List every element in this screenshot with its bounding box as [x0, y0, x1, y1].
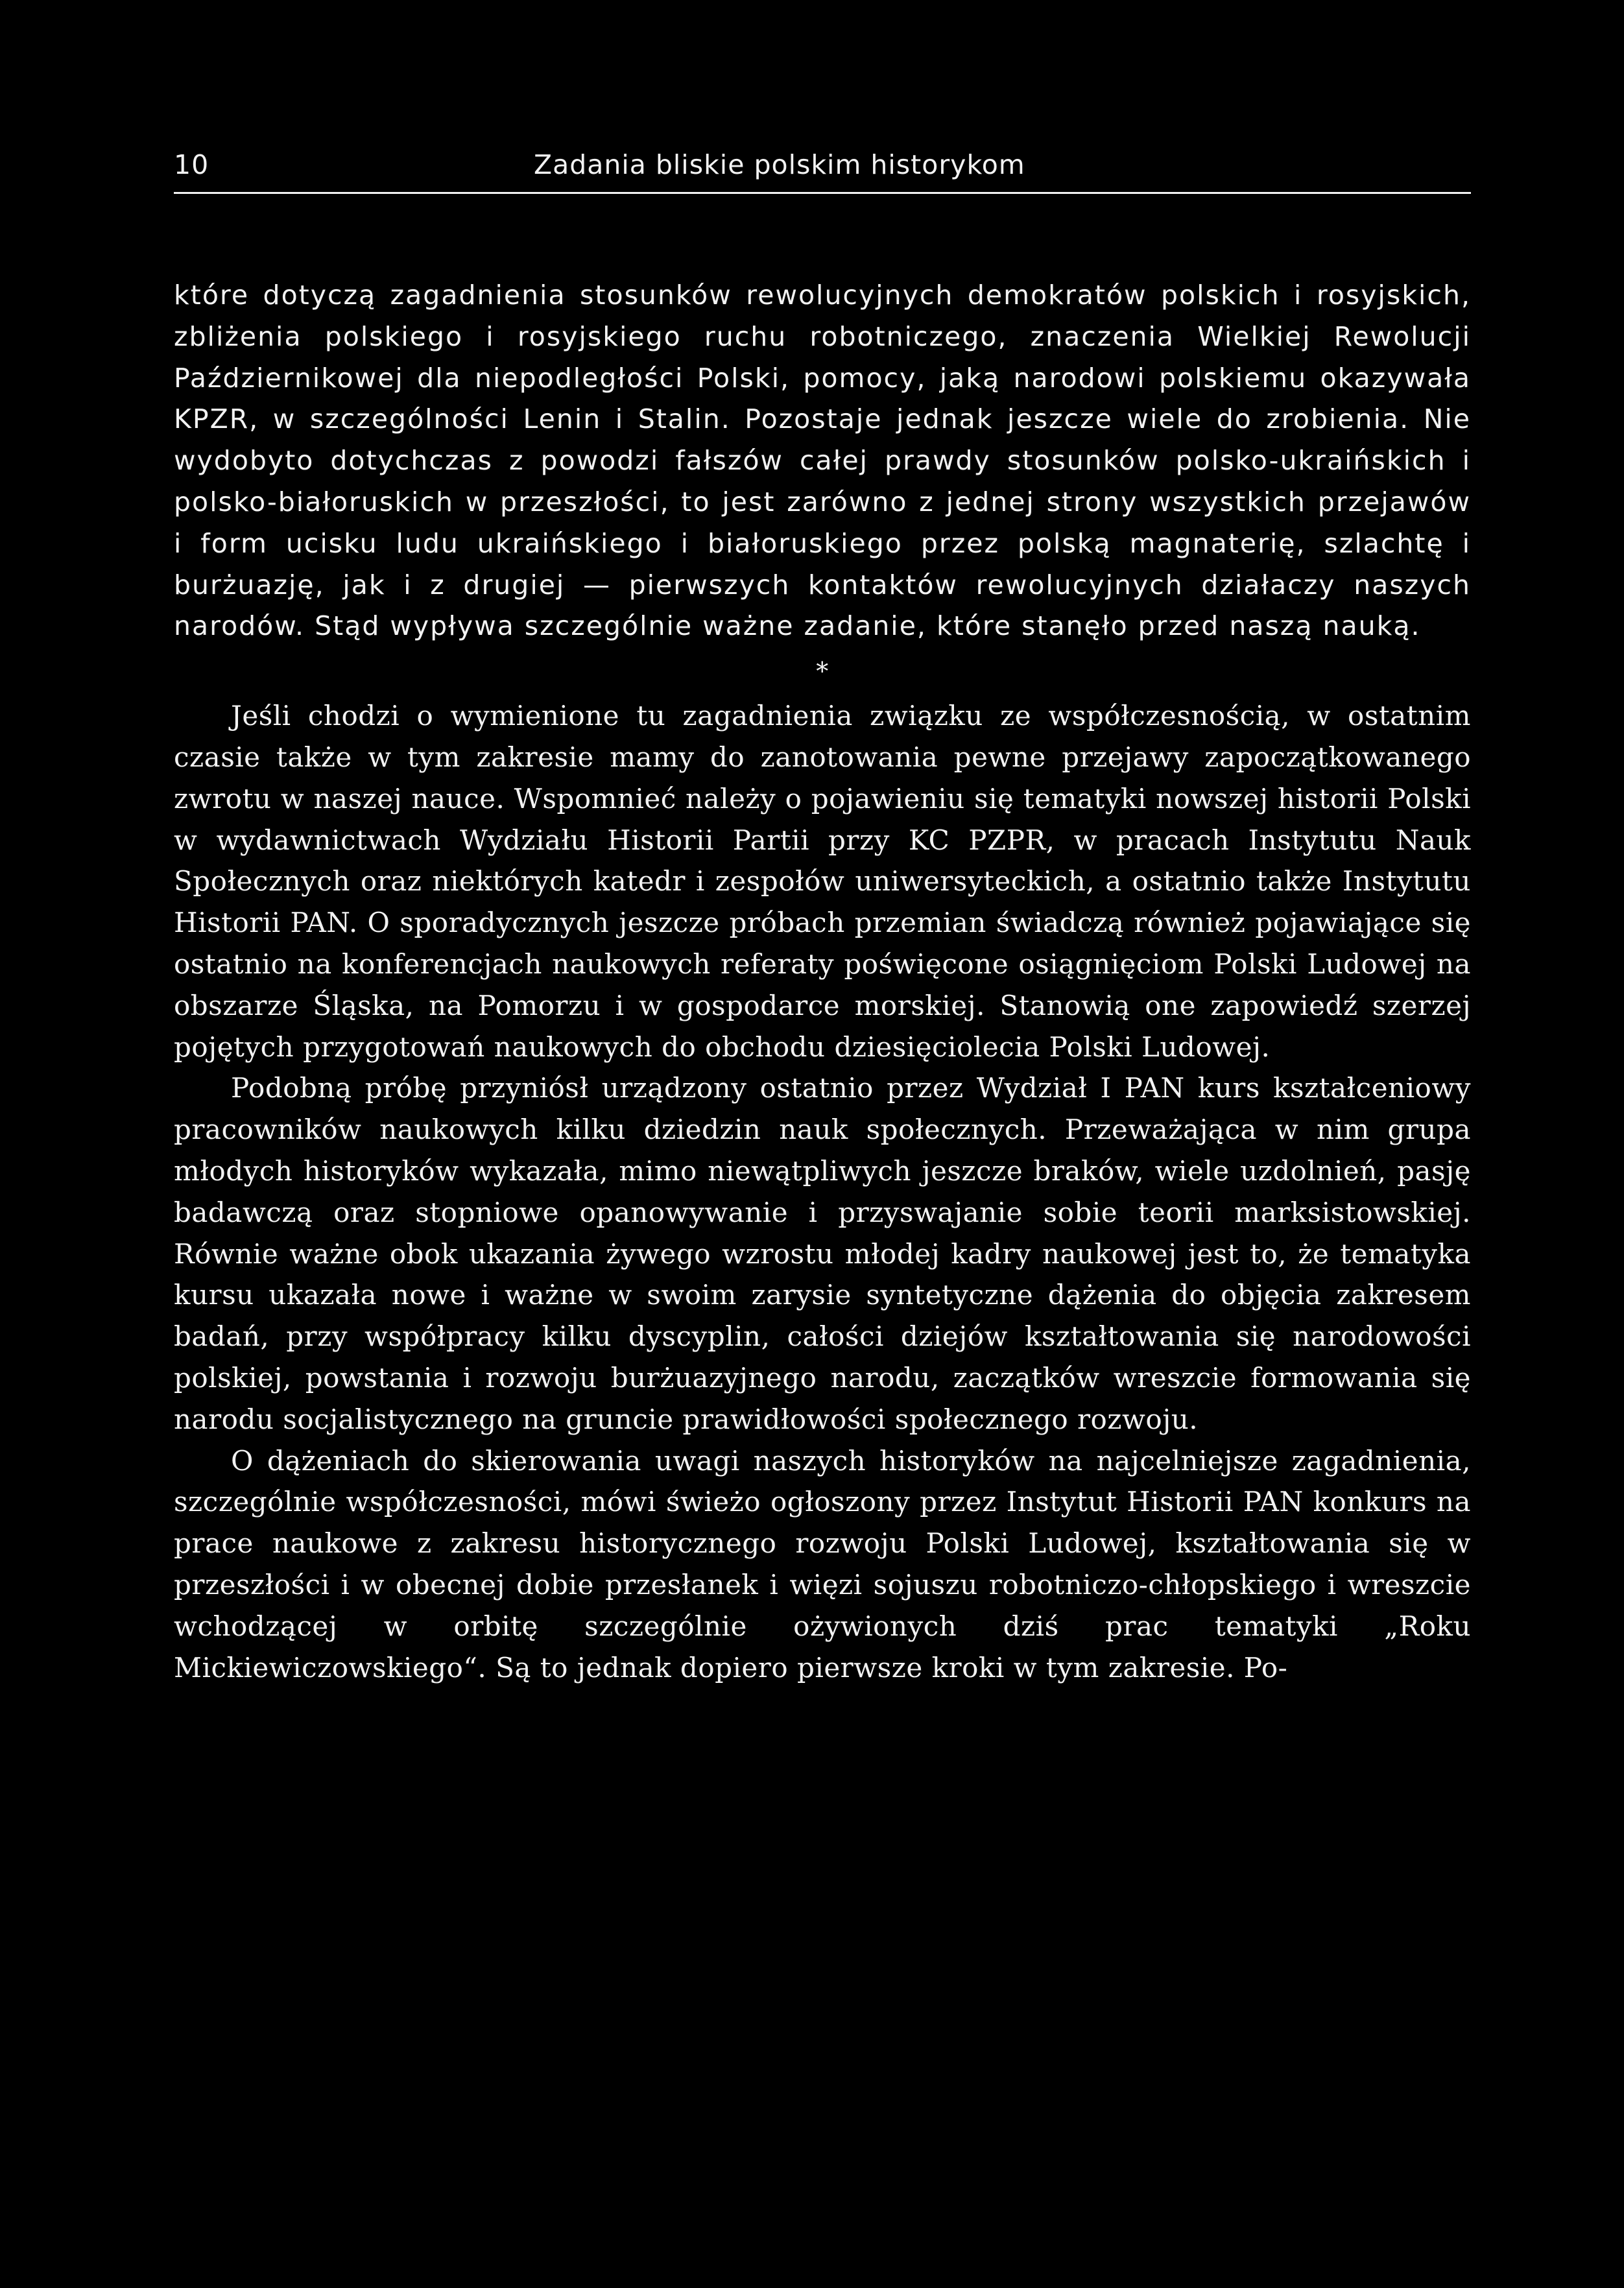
paragraph: Podobną próbę przyniósł urządzony ostatnio przez Wydział I PAN kurs kształceniowy pracowników naukowych kilku dziedzin nauk społecznych. Przeważająca w nim grupa młodych historyków wykazała, mimo niewątpliwych jeszcze braków, wiele uzdolnień, pasję badawczą oraz stopniowe opanowywanie i przyswajanie sobie teorii marksistowskiej. Równie ważne obok ukazania żywego wzrostu młodej kadry naukowej jest to, że tematyka kursu ukazała nowe i ważne w swoim zarysie syntetyczne dążenia do objęcia zakresem badań, przy współpracy kilku dyscyplin, całości dziejów kształtowania się narodowości polskiej, powstania i rozwoju burżuazyjnego narodu, zaczątków wreszcie formowania się narodu socjalistycznego na gruncie prawidłowości społecznego rozwoju. — [174, 1072, 1471, 1435]
header-rule — [174, 192, 1471, 194]
section-separator-asterisk: * — [816, 657, 829, 686]
body-text — [174, 275, 1471, 1688]
book-page — [174, 149, 1471, 1688]
paragraph: Jeśli chodzi o wymienione tu zagadnienia związku ze współczesnością, w ostatnim czasie także w tym zakresie mamy do zanotowania pewne przejawy zapoczątkowanego zwrotu w naszej nauce. Wspomnieć należy o pojawieniu się tematyki nowszej historii Polski w wydawnictwach Wydziału Historii Partii przy KC PZPR, w pracach Instytutu Nauk Społecznych oraz niektórych katedr i zespołów uniwersyteckich, a ostatnio także Instytutu Historii PAN. O sporadycznych jeszcze próbach przemian świadczą również pojawiające się ostatnio na konferencjach naukowych referaty poświęcone osiągnięciom Polski Ludowej na obszarze Śląska, na Pomorzu i w gospodarce morskiej. Stanowią one zapowiedź szerzej pojętych przygotowań naukowych do obchodu dziesięciolecia Polski Ludowej. — [174, 700, 1471, 1063]
running-head — [174, 149, 1471, 188]
paragraph-continuation: które dotyczą zagadnienia stosunków rewolucyjnych demokratów polskich i rosyjskich, zbliżenia polskiego i rosyjskiego ruchu robotniczego, znaczenia Wielkiej Rewolucji Październikowej dla niepodległości Polski, pomocy, jaką narodowi polskiemu okazywała KPZR, w szczególności Lenin i Stalin. Pozostaje jednak jeszcze wiele do zrobienia. Nie wydobyto dotychczas z powodzi fałszów całej prawdy stosunków polsko-ukraińskich i polsko-białoruskich w przeszłości, to jest zarówno z jednej strony wszystkich przejawów i form ucisku ludu ukraińskiego i białoruskiego przez polską magnaterię, szlachtę i burżuazję, jak i z drugiej — pierwszych kontaktów rewolucyjnych działaczy naszych narodów. Stąd wypływa szczególnie ważne zadanie, które stanęło przed naszą nauką. — [174, 280, 1471, 642]
paragraph: O dążeniach do skierowania uwagi naszych historyków na najcelniejsze zagadnienia, szczególnie współczesności, mówi świeżo ogłoszony przez Instytut Historii PAN konkurs na prace naukowe z zakresu historycznego rozwoju Polski Ludowej, kształtowania się w przeszłości i w obecnej dobie przesłanek i więzi sojuszu robotniczo-chłopskiego i wreszcie wchodzącej w orbitę szczególnie ożywionych dziś prac tematyki „Roku Mickiewiczowskiego“. Są to jednak dopiero pierwsze kroki w tym zakresie. Po- — [174, 1444, 1471, 1684]
running-title: Zadania bliskie polskim historykom — [534, 149, 1025, 180]
page-number: 10 — [174, 149, 209, 180]
